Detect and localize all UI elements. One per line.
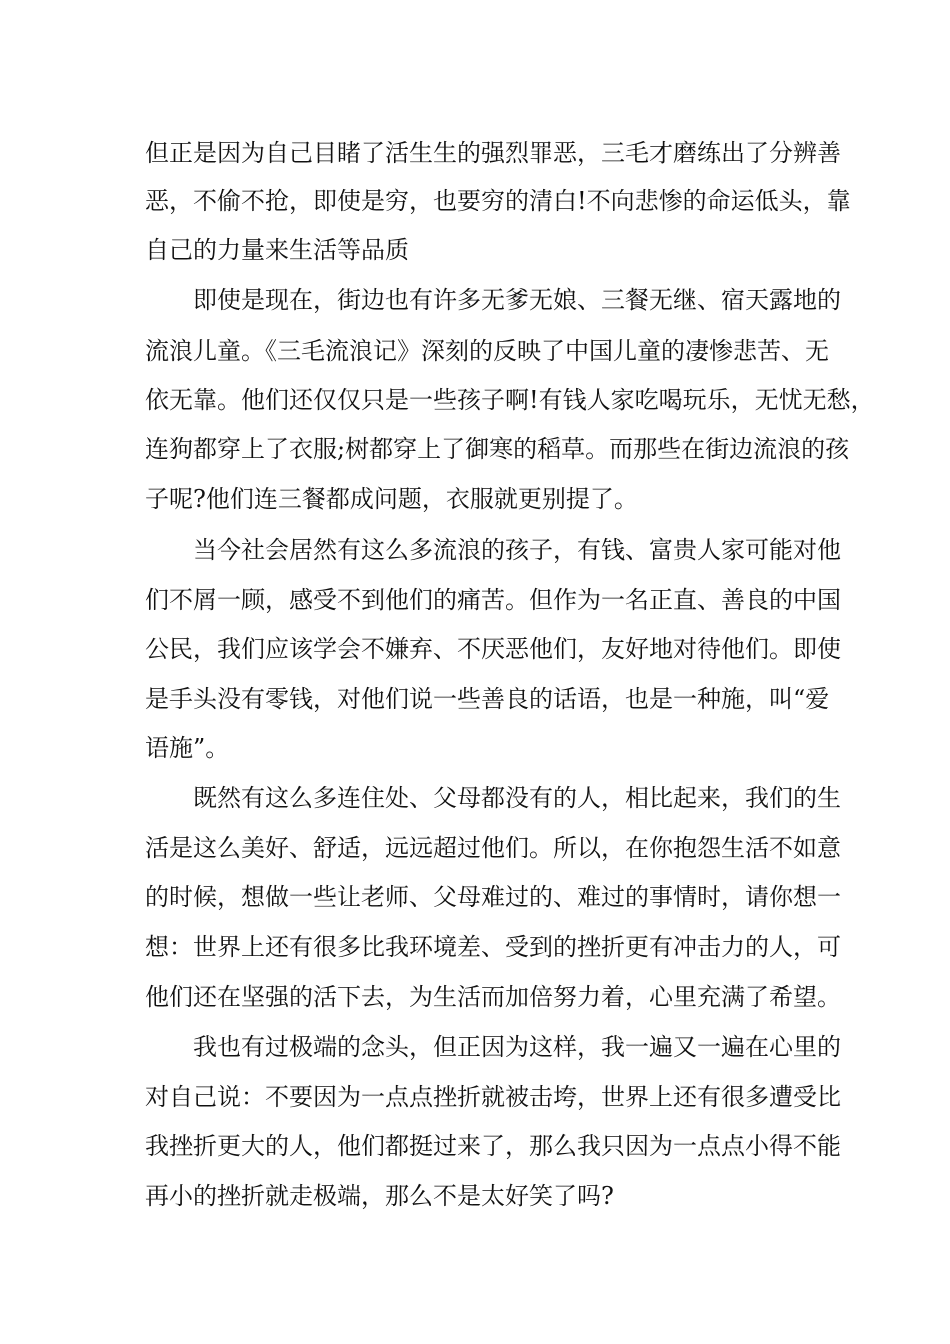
paragraph-1-line-3: 自己的力量来生活等品质 xyxy=(145,236,409,264)
paragraph-4-line-3: 的时候，想做一些让老师、父母难过的、难过的事情时，请你想一 xyxy=(145,883,841,911)
paragraph-2-line-1: 即使是现在，街边也有许多无爹无娘、三餐无继、宿天露地的 xyxy=(193,286,841,314)
paragraph-5-line-3: 我挫折更大的人，他们都挺过来了，那么我只因为一点点小得不能 xyxy=(145,1132,841,1160)
paragraph-2-line-2: 流浪儿童。《三毛流浪记》深刻的反映了中国儿童的凄惨悲苦、无 xyxy=(145,337,829,365)
paragraph-4-line-1: 既然有这么多连住处、父母都没有的人，相比起来，我们的生 xyxy=(193,784,841,812)
paragraph-1-line-2: 恶，不偷不抢，即使是穷，也要穷的清白!不向悲惨的命运低头，靠 xyxy=(145,187,851,215)
paragraph-1-line-1: 但正是因为自己目睹了活生生的强烈罪恶，三毛才磨练出了分辨善 xyxy=(145,139,841,167)
paragraph-3-line-2: 们不屑一顾，感受不到他们的痛苦。但作为一名正直、善良的中国 xyxy=(145,586,841,614)
paragraph-4-line-4: 想：世界上还有很多比我环境差、受到的挫折更有冲击力的人，可 xyxy=(145,933,841,961)
paragraph-5-line-2: 对自己说：不要因为一点点挫折就被击垮，世界上还有很多遭受比 xyxy=(145,1083,841,1111)
paragraph-3-line-4: 是手头没有零钱，对他们说一些善良的话语，也是一种施，叫“爱 xyxy=(145,685,830,713)
paragraph-2-line-5: 子呢?他们连三餐都成问题，衣服就更别提了。 xyxy=(145,485,638,513)
paragraph-4-line-2: 活是这么美好、舒适，远远超过他们。所以，在你抱怨生活不如意 xyxy=(145,834,841,862)
paragraph-5-line-1: 我也有过极端的念头，但正因为这样，我一遍又一遍在心里的 xyxy=(193,1033,841,1061)
paragraph-3-line-5: 语施”。 xyxy=(145,734,230,762)
paragraph-2-line-4: 连狗都穿上了衣服;树都穿上了御寒的稻草。而那些在街边流浪的孩 xyxy=(145,435,850,463)
paragraph-4-line-5: 他们还在坚强的活下去，为生活而加倍努力着，心里充满了希望。 xyxy=(145,983,841,1011)
paragraph-2-line-3: 依无靠。他们还仅仅只是一些孩子啊!有钱人家吃喝玩乐，无忧无愁， xyxy=(145,386,875,414)
paragraph-5-line-4: 再小的挫折就走极端，那么不是太好笑了吗? xyxy=(145,1182,614,1210)
paragraph-3-line-3: 公民，我们应该学会不嫌弃、不厌恶他们，友好地对待他们。即使 xyxy=(145,635,841,663)
paragraph-3-line-1: 当今社会居然有这么多流浪的孩子，有钱、富贵人家可能对他 xyxy=(193,536,841,564)
